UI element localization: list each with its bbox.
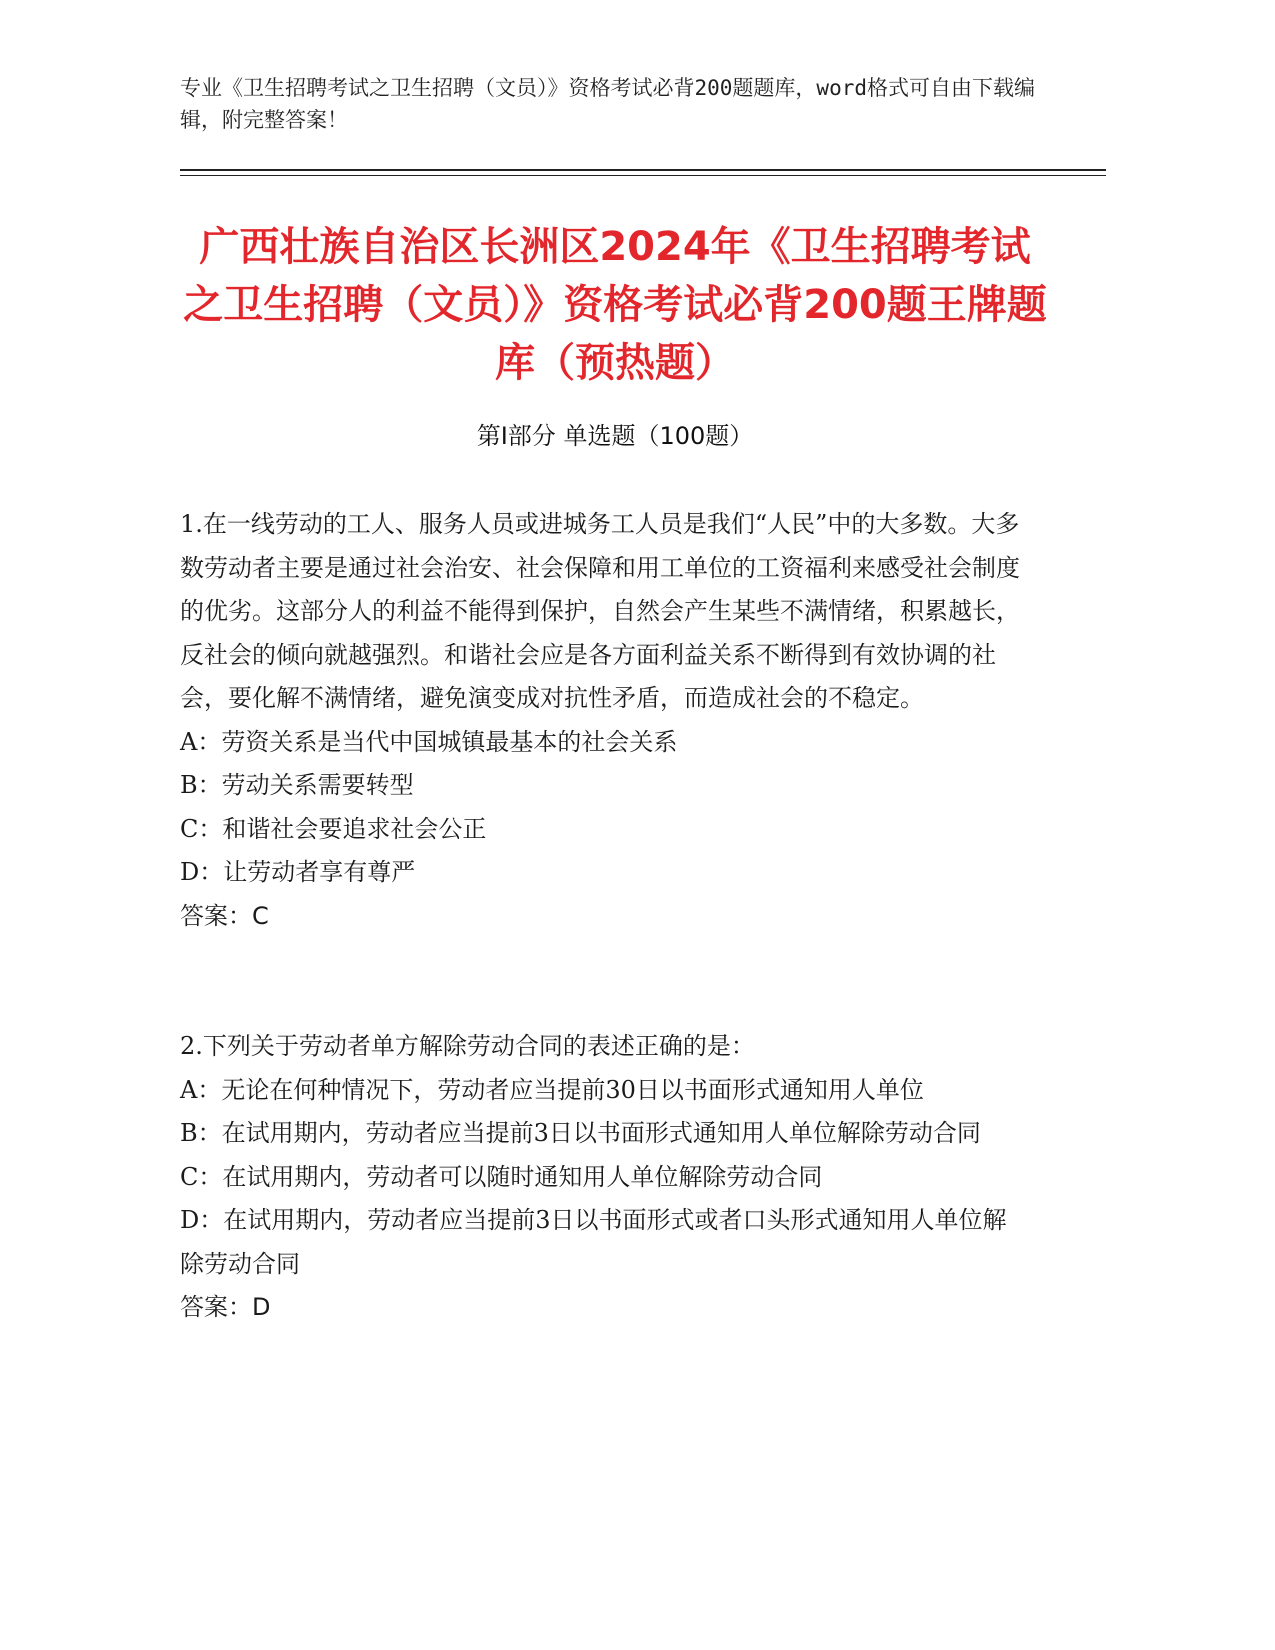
header-divider-thick [180, 169, 1106, 171]
option-a: A：劳资关系是当代中国城镇最基本的社会关系 [180, 727, 678, 756]
option-b: B：在试用期内，劳动者应当提前3日以书面形式通知用人单位解除劳动合同 [180, 1119, 981, 1147]
answer-label: 答案：D [180, 1293, 271, 1321]
option-c: C：和谐社会要追求社会公正 [180, 814, 487, 843]
option-a: A：无论在何种情况下，劳动者应当提前30日以书面形式通知用人单位 [180, 1075, 924, 1104]
option-d: D：在试用期内，劳动者应当提前3日以书面形式或者口头形式通知用人单位解除劳动合同 [180, 1206, 1007, 1278]
option-c: C：在试用期内，劳动者可以随时通知用人单位解除劳动合同 [180, 1162, 823, 1191]
section-heading: 第I部分 单选题（100题） [476, 422, 754, 450]
option-b: B：劳动关系需要转型 [180, 771, 414, 799]
question-stem: 2.下列关于劳动者单方解除劳动合同的表述正确的是： [180, 1032, 755, 1060]
question-block [180, 1025, 1030, 1330]
header-note: 专业《卫生招聘考试之卫生招聘（文员）》资格考试必背200题题库，word格式可自由下载编辑，附完整答案！ [180, 76, 1035, 132]
question-stem: 1.在一线劳动的工人、服务人员或进城务工人员是我们“人民”中的大多数。大多数劳动者主要是通过社会治安、社会保障和用工单位的工资福利来感受社会制度的优劣。这部分人的利益不能得到保护，自然会产生某些不满情绪，积累越长，反社会的倾向就越强烈。和谐社会应是各方面利益关系不断得到有效协调的社会，要化解不满情绪，避免演变成对抗性矛盾，而造成社会的不稳定。 [180, 510, 1020, 712]
question-block [180, 503, 1030, 938]
answer-label: 答案：C [180, 901, 269, 930]
header-divider-thin [180, 175, 1106, 176]
option-d: D：让劳动者享有尊严 [180, 858, 416, 886]
document-title: 广西壮族自治区长洲区2024年《卫生招聘考试之卫生招聘（文员）》资格考试必背200题王牌题库（预热题） [183, 224, 1047, 386]
